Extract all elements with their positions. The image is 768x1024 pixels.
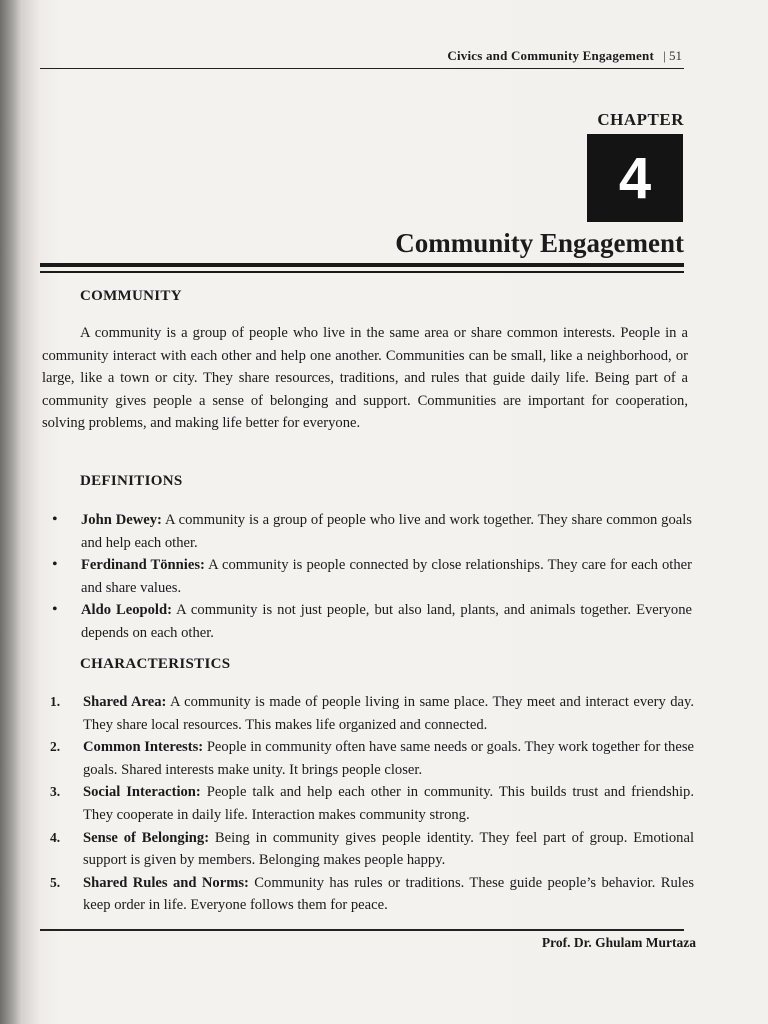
chapter-number-box [587,134,683,222]
characteristics-list [50,691,694,917]
running-header [40,46,684,69]
characteristic-text: People in community often have same needs or goals. They work together for these goals. Shared interests make unity. It brings people closer. [83,739,694,778]
definition-item [52,554,692,599]
characteristic-item [50,736,694,781]
section-heading-community: COMMUNITY [80,288,182,304]
section-heading-characteristics: CHARACTERISTICS [80,656,231,672]
definition-term: Aldo Leopold: [81,602,172,619]
page-number-value: 51 [669,48,682,63]
item-number: 3. [50,784,61,800]
characteristic-text: Community has rules or traditions. These guide people’s behavior. Rules keep order in life. Everyone follows them for peace. [83,874,694,914]
characteristic-text: A community is made of people living in same place. They meet and interact every day. They share local resources. This makes life organized and connected. [83,694,694,733]
footer-author: Prof. Dr. Ghulam Murtaza [541,935,696,950]
characteristic-term: Shared Rules and Norms: [83,874,249,891]
characteristic-item [50,691,694,736]
title-rule-thick [40,263,684,267]
item-number: 5. [50,874,61,890]
running-header-title: Civics and Community Engagement [447,48,654,63]
community-paragraph-text: A community is a group of people who live in the same area or share common interests. People in a community interact with each other and help one another. Communities can be small, like a neighborhood, or large, like a town or city. They share resources, traditions, and rules that guide daily life. Being part of a community gives people a sense of belonging and support. Communities are important for cooperation, solving problems, and making life better for everyone. [42,325,688,432]
book-spine-shadow [0,0,22,1024]
chapter-title: Community Engagement [395,228,684,258]
characteristic-item [50,872,694,917]
definition-item [52,509,692,554]
bullet-icon: • [52,511,58,528]
chapter-label: CHAPTER [597,110,684,129]
definition-text: A community is a group of people who live and work together. They share common goals and help each other. [81,512,692,551]
definitions-list [52,509,692,645]
characteristic-text: People talk and help each other in community. This builds trust and friendship. They cooperate in daily life. Interaction makes community strong. [83,784,694,823]
characteristic-term: Common Interests: [83,739,204,756]
characteristic-text: Being in community gives people identity. They feel part of group. Emotional support is given by members. Belonging makes people happy. [83,829,694,869]
definition-text: A community is people connected by close relationships. They care for each other and share values. [81,557,692,596]
definition-item [52,599,692,644]
bullet-icon: • [52,601,58,619]
item-number: 4. [50,829,61,845]
definition-text: A community is not just people, but also land, plants, and animals together. Everyone depends on each other. [81,602,692,641]
characteristic-term: Social Interaction: [83,784,201,801]
item-number: 2. [50,739,61,755]
community-paragraph [42,322,688,435]
chapter-number: 4 [618,145,652,211]
bullet-icon: • [52,556,58,574]
footer-rule [40,929,684,931]
characteristic-term: Shared Area: [83,694,167,710]
definition-term: Ferdinand Tönnies: [81,557,205,574]
page-number: | 51 [663,48,682,63]
definition-term: John Dewey: [81,512,162,528]
characteristic-item [50,781,694,826]
title-rule-thin [40,271,684,273]
item-number: 1. [50,694,61,709]
section-heading-definitions: DEFINITIONS [80,473,183,489]
characteristic-term: Sense of Belonging: [83,829,210,846]
characteristic-item [50,827,694,872]
